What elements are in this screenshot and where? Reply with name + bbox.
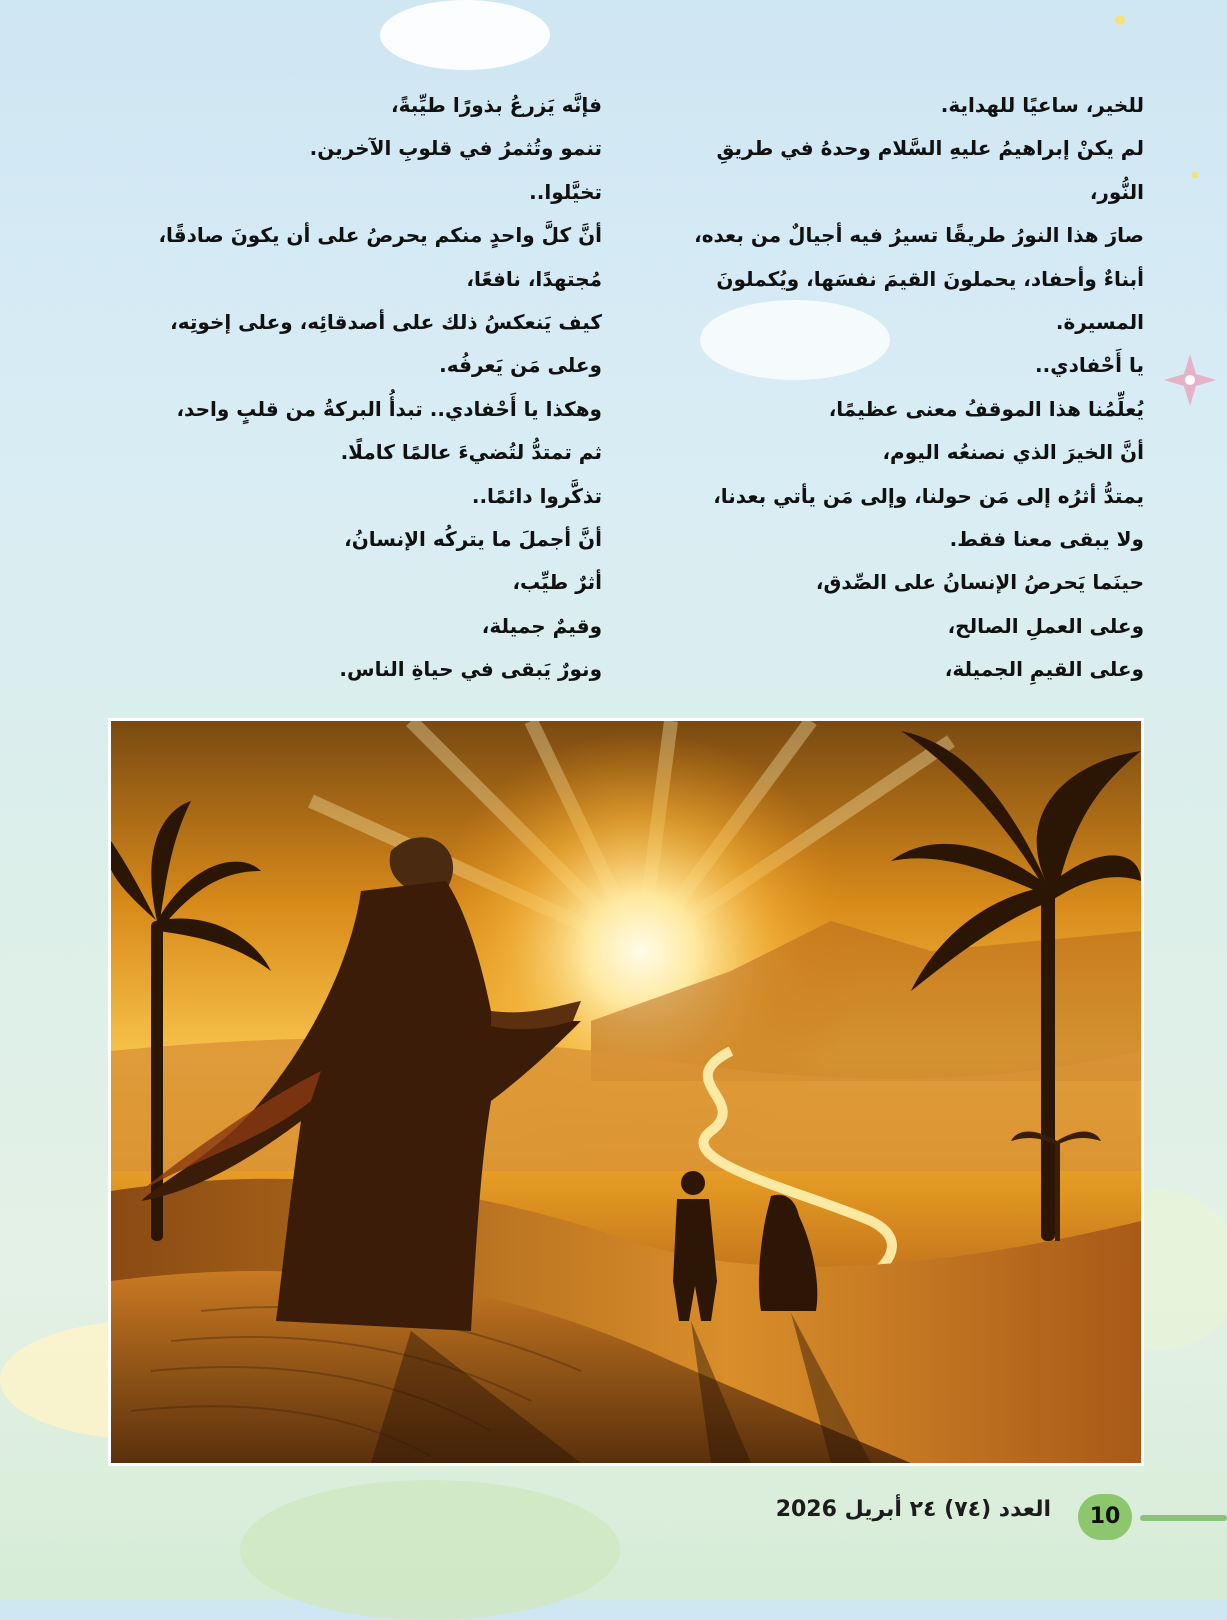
text-line: ثم تمتدُّ لتُضيءَ عالمًا كاملًا. [340,440,602,465]
text-line: المسيرة. [1055,309,1144,334]
text-line: ونورٌ يَبقى في حياةِ الناس. [339,657,602,682]
text-line: لم يكنْ إبراهيمُ عليهِ السَّلام وحدهُ في طريقِ [716,136,1144,161]
text-line: تذكَّروا دائمًا.. [471,483,602,508]
desert-illustration [108,718,1144,1466]
text-line: وعلى مَن يَعرفُه. [439,353,602,378]
text-line: للخير، ساعيًا للهداية. [940,93,1144,117]
text-line: كيف يَنعكسُ ذلك على أصدقائِه، وعلى إخوتِه، [170,309,602,334]
page-number-badge: 10 [1078,1494,1132,1540]
text-line: وعلى القيمِ الجميلة، [944,657,1144,682]
text-line: يمتدُّ أثرُه إلى مَن حولنا، وإلى مَن يأتي بعدنا، [713,483,1144,508]
text-line: وقيمٌ جميلة، [481,613,602,638]
issue-info: العدد (٧٤) ٢٤ أبريل 2026 [775,1497,1051,1522]
text-line: أثرٌ طيِّب، [512,570,602,595]
text-line: صارَ هذا النورُ طريقًا تسيرُ فيه أجيالٌ من بعده، [694,223,1144,248]
text-line: يُعلِّمُنا هذا الموقفُ معنى عظيمًا، [828,396,1144,421]
text-line: النُّور، [1089,179,1144,204]
text-line: وعلى العملِ الصالح، [947,613,1144,638]
text-line: وهكذا يا أَحْفادي.. تبدأُ البركةُ من قلبٍ واحد، [176,396,602,421]
text-line: أنَّ الخيرَ الذي نصنعُه اليوم، [882,440,1144,465]
text-line: أنَّ أجملَ ما يتركُه الإنسانُ، [344,526,602,551]
text-line: تخيَّلوا.. [529,179,602,204]
text-line: فإنَّه يَزرعُ بذورًا طيِّبةً، [390,93,602,117]
cloud-decoration [380,0,550,70]
text-line: أنَّ كلَّ واحدٍ منكم يحرصُ على أن يكونَ صادقًا، [158,223,602,248]
text-line: مُجتهدًا، نافعًا، [466,266,602,291]
cloud-decoration [240,1480,620,1620]
text-line: حينَما يَحرصُ الإنسانُ على الصِّدق، [815,570,1144,595]
left-text-column [82,84,602,691]
sparkle-icon [1110,10,1130,30]
sparkle-icon [1188,168,1202,182]
desert-scene-image [111,721,1141,1463]
right-text-column [644,84,1144,691]
text-line: تنمو وتُثمرُ في قلوبِ الآخرين. [309,136,602,161]
footer-accent-bar [1140,1515,1227,1521]
text-line: يا أَحْفادي.. [1035,353,1144,378]
text-line: ولا يبقى معنا فقط. [949,526,1144,551]
star-icon [1160,350,1220,410]
text-line: أبناءٌ وأحفاد، يحملونَ القيمَ نفسَها، ويُكملونَ [716,266,1144,291]
